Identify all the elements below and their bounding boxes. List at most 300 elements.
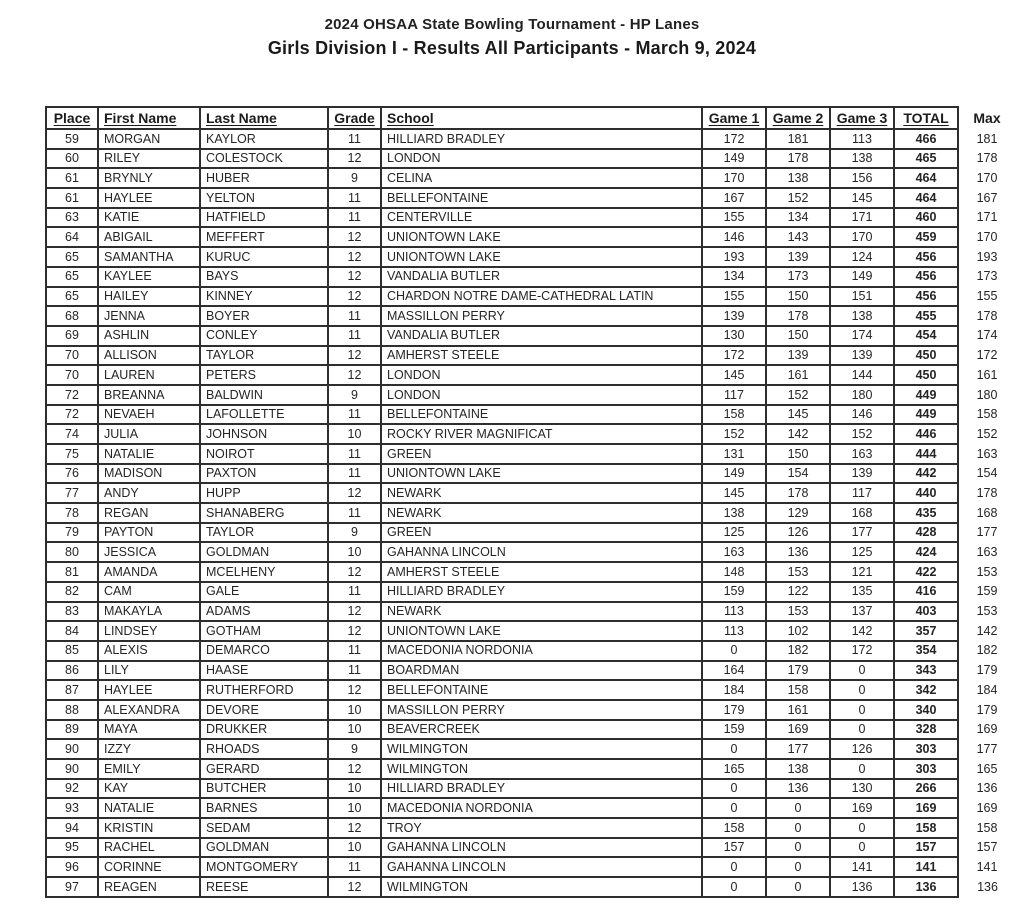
cell-game3: 171 (830, 208, 894, 228)
cell-game1: 0 (702, 877, 766, 897)
cell-school: MACEDONIA NORDONIA (381, 798, 702, 818)
table-row (46, 247, 1016, 267)
cell-game2: 102 (766, 621, 830, 641)
cell-game2: 138 (766, 759, 830, 779)
cell-game2: 153 (766, 562, 830, 582)
cell-first-name: JENNA (98, 306, 200, 326)
cell-game3: 169 (830, 798, 894, 818)
cell-first-name: HAYLEE (98, 188, 200, 208)
cell-grade: 9 (328, 385, 381, 405)
table-row (46, 464, 1016, 484)
cell-place: 83 (46, 602, 98, 622)
cell-place: 76 (46, 464, 98, 484)
cell-school: GAHANNA LINCOLN (381, 542, 702, 562)
cell-last-name: CONLEY (200, 326, 328, 346)
cell-game2: 0 (766, 838, 830, 858)
cell-school: GAHANNA LINCOLN (381, 838, 702, 858)
cell-game1: 179 (702, 700, 766, 720)
cell-last-name: REESE (200, 877, 328, 897)
table-row (46, 503, 1016, 523)
col-header-grade: Grade (328, 107, 381, 129)
cell-max: 181 (976, 131, 998, 146)
cell-game1: 152 (702, 424, 766, 444)
cell-grade: 9 (328, 739, 381, 759)
cell-last-name: LAFOLLETTE (200, 405, 328, 425)
table-row (46, 838, 1016, 858)
cell-game1: 131 (702, 444, 766, 464)
cell-place: 72 (46, 405, 98, 425)
cell-place: 68 (46, 306, 98, 326)
cell-school: NEWARK (381, 483, 702, 503)
cell-total: 169 (894, 798, 958, 818)
cell-game2: 142 (766, 424, 830, 444)
cell-grade: 12 (328, 759, 381, 779)
cell-place: 86 (46, 661, 98, 681)
cell-total: 455 (894, 306, 958, 326)
cell-game3: 135 (830, 582, 894, 602)
cell-grade: 11 (328, 405, 381, 425)
table-row (46, 700, 1016, 720)
cell-school: NEWARK (381, 503, 702, 523)
table-row (46, 523, 1016, 543)
cell-last-name: GOTHAM (200, 621, 328, 641)
cell-place: 79 (46, 523, 98, 543)
cell-school: BELLEFONTAINE (381, 680, 702, 700)
cell-game1: 184 (702, 680, 766, 700)
cell-game3: 142 (830, 621, 894, 641)
cell-place: 84 (46, 621, 98, 641)
cell-total: 456 (894, 247, 958, 267)
cell-total: 303 (894, 759, 958, 779)
table-row (46, 346, 1016, 366)
cell-total: 354 (894, 641, 958, 661)
cell-place: 94 (46, 818, 98, 838)
table-row (46, 385, 1016, 405)
cell-total: 466 (894, 129, 958, 149)
cell-game3: 170 (830, 227, 894, 247)
cell-last-name: NOIROT (200, 444, 328, 464)
cell-school: HILLIARD BRADLEY (381, 582, 702, 602)
table-row (46, 641, 1016, 661)
cell-place: 78 (46, 503, 98, 523)
cell-place: 93 (46, 798, 98, 818)
table-row (46, 227, 1016, 247)
cell-max: 179 (976, 663, 998, 678)
cell-first-name: EMILY (98, 759, 200, 779)
cell-first-name: RACHEL (98, 838, 200, 858)
cell-grade: 10 (328, 779, 381, 799)
table-row (46, 188, 1016, 208)
cell-last-name: HAASE (200, 661, 328, 681)
cell-place: 64 (46, 227, 98, 247)
cell-last-name: TAYLOR (200, 523, 328, 543)
table-row (46, 857, 1016, 877)
col-header-total: TOTAL (894, 107, 958, 129)
cell-max: 136 (977, 879, 998, 894)
cell-game3: 180 (830, 385, 894, 405)
cell-total: 456 (894, 267, 958, 287)
cell-school: GREEN (381, 444, 702, 464)
table-row (46, 287, 1016, 307)
cell-total: 357 (894, 621, 958, 641)
cell-last-name: SEDAM (200, 818, 328, 838)
cell-first-name: MAKAYLA (98, 602, 200, 622)
cell-max: 177 (976, 741, 998, 756)
cell-game1: 138 (702, 503, 766, 523)
cell-game3: 163 (830, 444, 894, 464)
cell-grade: 12 (328, 680, 381, 700)
header-row (46, 107, 1016, 129)
cell-last-name: KAYLOR (200, 129, 328, 149)
cell-place: 90 (46, 759, 98, 779)
cell-grade: 12 (328, 621, 381, 641)
cell-place: 96 (46, 857, 98, 877)
cell-game3: 146 (830, 405, 894, 425)
cell-total: 442 (894, 464, 958, 484)
cell-school: VANDALIA BUTLER (381, 326, 702, 346)
cell-game1: 0 (702, 857, 766, 877)
cell-game1: 172 (702, 129, 766, 149)
cell-game2: 150 (766, 287, 830, 307)
cell-total: 450 (894, 365, 958, 385)
cell-game3: 151 (830, 287, 894, 307)
cell-first-name: REAGEN (98, 877, 200, 897)
cell-max: 184 (976, 682, 998, 697)
document-subtitle: Girls Division I - Results All Participants - March 9, 2024 (267, 38, 757, 58)
cell-grade: 11 (328, 188, 381, 208)
table-row (46, 129, 1016, 149)
cell-grade: 10 (328, 424, 381, 444)
document-title: 2024 OHSAA State Bowling Tournament - HP Lanes (324, 16, 700, 33)
cell-first-name: MADISON (98, 464, 200, 484)
cell-first-name: KRISTIN (98, 818, 200, 838)
table-row (46, 877, 1016, 897)
cell-place: 70 (46, 346, 98, 366)
cell-last-name: GERARD (200, 759, 328, 779)
cell-game1: 0 (702, 798, 766, 818)
cell-game3: 141 (830, 857, 894, 877)
cell-game1: 157 (702, 838, 766, 858)
cell-max: 158 (976, 820, 998, 835)
cell-first-name: LAUREN (98, 365, 200, 385)
col-header-game3: Game 3 (830, 107, 894, 129)
cell-place: 69 (46, 326, 98, 346)
cell-first-name: ANDY (98, 483, 200, 503)
cell-first-name: JULIA (98, 424, 200, 444)
table-row (46, 483, 1016, 503)
cell-max: 163 (976, 446, 998, 461)
table-row (46, 759, 1016, 779)
cell-last-name: BALDWIN (200, 385, 328, 405)
table-row (46, 621, 1016, 641)
cell-total: 450 (894, 346, 958, 366)
cell-game2: 122 (766, 582, 830, 602)
cell-total: 422 (894, 562, 958, 582)
cell-school: AMHERST STEELE (381, 562, 702, 582)
cell-last-name: KURUC (200, 247, 328, 267)
cell-total: 403 (894, 602, 958, 622)
cell-school: HILLIARD BRADLEY (381, 129, 702, 149)
cell-first-name: IZZY (98, 739, 200, 759)
cell-first-name: ALLISON (98, 346, 200, 366)
cell-game1: 158 (702, 405, 766, 425)
cell-game2: 143 (766, 227, 830, 247)
cell-school: CENTERVILLE (381, 208, 702, 228)
cell-max: 152 (976, 426, 998, 441)
cell-game3: 126 (830, 739, 894, 759)
cell-max: 158 (976, 407, 998, 422)
cell-max: 153 (976, 564, 998, 579)
cell-grade: 10 (328, 838, 381, 858)
cell-game3: 138 (830, 306, 894, 326)
cell-game2: 161 (766, 700, 830, 720)
table-row (46, 168, 1016, 188)
cell-game1: 145 (702, 483, 766, 503)
cell-first-name: JESSICA (98, 542, 200, 562)
cell-school: LONDON (381, 365, 702, 385)
cell-last-name: MCELHENY (200, 562, 328, 582)
table-row (46, 562, 1016, 582)
cell-last-name: HUPP (200, 483, 328, 503)
cell-place: 90 (46, 739, 98, 759)
cell-last-name: HATFIELD (200, 208, 328, 228)
cell-school: MASSILLON PERRY (381, 700, 702, 720)
cell-place: 82 (46, 582, 98, 602)
col-header-game1: Game 1 (702, 107, 766, 129)
cell-game2: 158 (766, 680, 830, 700)
cell-game3: 149 (830, 267, 894, 287)
cell-max: 193 (976, 249, 998, 264)
cell-last-name: DRUKKER (200, 720, 328, 740)
cell-last-name: MEFFERT (200, 227, 328, 247)
cell-grade: 12 (328, 483, 381, 503)
cell-school: BEAVERCREEK (381, 720, 702, 740)
cell-last-name: BOYER (200, 306, 328, 326)
cell-game3: 152 (830, 424, 894, 444)
cell-max: 170 (976, 230, 998, 245)
cell-game1: 149 (702, 464, 766, 484)
cell-total: 343 (894, 661, 958, 681)
col-header-max: Max (973, 110, 1001, 126)
cell-school: LONDON (381, 385, 702, 405)
table-row (46, 602, 1016, 622)
cell-total: 136 (894, 877, 958, 897)
cell-game2: 178 (766, 483, 830, 503)
cell-school: MASSILLON PERRY (381, 306, 702, 326)
cell-grade: 12 (328, 877, 381, 897)
cell-last-name: RUTHERFORD (200, 680, 328, 700)
cell-game2: 169 (766, 720, 830, 740)
cell-place: 63 (46, 208, 98, 228)
cell-game2: 0 (766, 798, 830, 818)
table-row (46, 661, 1016, 681)
cell-game3: 0 (830, 818, 894, 838)
table-row (46, 542, 1016, 562)
cell-grade: 12 (328, 247, 381, 267)
cell-school: WILMINGTON (381, 759, 702, 779)
cell-place: 70 (46, 365, 98, 385)
cell-grade: 9 (328, 168, 381, 188)
cell-first-name: ASHLIN (98, 326, 200, 346)
cell-game1: 134 (702, 267, 766, 287)
cell-last-name: BAYS (200, 267, 328, 287)
cell-max: 169 (976, 722, 998, 737)
cell-first-name: MAYA (98, 720, 200, 740)
cell-last-name: KINNEY (200, 287, 328, 307)
cell-grade: 11 (328, 582, 381, 602)
cell-max: 170 (976, 170, 998, 185)
cell-place: 65 (46, 247, 98, 267)
cell-game3: 174 (830, 326, 894, 346)
cell-place: 85 (46, 641, 98, 661)
cell-total: 456 (894, 287, 958, 307)
cell-game3: 177 (830, 523, 894, 543)
cell-grade: 11 (328, 444, 381, 464)
table-row (46, 326, 1016, 346)
cell-total: 158 (894, 818, 958, 838)
cell-game1: 167 (702, 188, 766, 208)
cell-game3: 113 (830, 129, 894, 149)
results-table-body (46, 129, 1016, 897)
cell-max: 167 (976, 190, 998, 205)
cell-place: 97 (46, 877, 98, 897)
cell-last-name: DEMARCO (200, 641, 328, 661)
cell-max: 154 (976, 466, 998, 481)
cell-total: 342 (894, 680, 958, 700)
table-row (46, 720, 1016, 740)
cell-game2: 177 (766, 739, 830, 759)
cell-last-name: TAYLOR (200, 346, 328, 366)
cell-game3: 0 (830, 680, 894, 700)
cell-last-name: YELTON (200, 188, 328, 208)
cell-game1: 117 (702, 385, 766, 405)
cell-max: 161 (976, 367, 998, 382)
cell-game3: 124 (830, 247, 894, 267)
cell-game3: 136 (830, 877, 894, 897)
cell-last-name: DEVORE (200, 700, 328, 720)
cell-last-name: ADAMS (200, 602, 328, 622)
table-row (46, 405, 1016, 425)
cell-first-name: NATALIE (98, 444, 200, 464)
cell-first-name: NATALIE (98, 798, 200, 818)
cell-total: 141 (894, 857, 958, 877)
cell-place: 74 (46, 424, 98, 444)
cell-game1: 155 (702, 287, 766, 307)
cell-school: WILMINGTON (381, 739, 702, 759)
cell-total: 446 (894, 424, 958, 444)
cell-game3: 0 (830, 700, 894, 720)
cell-game2: 178 (766, 306, 830, 326)
cell-total: 328 (894, 720, 958, 740)
cell-total: 465 (894, 149, 958, 169)
cell-game1: 113 (702, 621, 766, 641)
cell-school: AMHERST STEELE (381, 346, 702, 366)
cell-game2: 0 (766, 818, 830, 838)
cell-last-name: PETERS (200, 365, 328, 385)
cell-game2: 136 (766, 542, 830, 562)
cell-game1: 170 (702, 168, 766, 188)
cell-game3: 121 (830, 562, 894, 582)
cell-game3: 0 (830, 720, 894, 740)
cell-first-name: BRYNLY (98, 168, 200, 188)
cell-total: 428 (894, 523, 958, 543)
cell-first-name: KAY (98, 779, 200, 799)
cell-school: UNIONTOWN LAKE (381, 227, 702, 247)
cell-game1: 159 (702, 720, 766, 740)
table-row (46, 365, 1016, 385)
cell-game1: 0 (702, 641, 766, 661)
cell-game1: 146 (702, 227, 766, 247)
cell-first-name: RILEY (98, 149, 200, 169)
cell-grade: 12 (328, 365, 381, 385)
cell-game2: 154 (766, 464, 830, 484)
table-row (46, 267, 1016, 287)
cell-max: 159 (976, 584, 998, 599)
cell-first-name: PAYTON (98, 523, 200, 543)
cell-game2: 178 (766, 149, 830, 169)
cell-last-name: PAXTON (200, 464, 328, 484)
cell-game2: 173 (766, 267, 830, 287)
cell-game3: 145 (830, 188, 894, 208)
cell-first-name: CAM (98, 582, 200, 602)
cell-grade: 12 (328, 227, 381, 247)
cell-last-name: MONTGOMERY (200, 857, 328, 877)
cell-max: 163 (976, 545, 998, 560)
cell-grade: 12 (328, 818, 381, 838)
cell-grade: 11 (328, 464, 381, 484)
cell-total: 459 (894, 227, 958, 247)
col-header-school: School (381, 107, 702, 129)
cell-school: BELLEFONTAINE (381, 405, 702, 425)
cell-game1: 113 (702, 602, 766, 622)
cell-first-name: HAYLEE (98, 680, 200, 700)
table-row (46, 424, 1016, 444)
cell-game2: 161 (766, 365, 830, 385)
cell-place: 77 (46, 483, 98, 503)
cell-game3: 139 (830, 346, 894, 366)
cell-first-name: KAYLEE (98, 267, 200, 287)
cell-game3: 172 (830, 641, 894, 661)
table-row (46, 779, 1016, 799)
cell-max: 155 (976, 289, 998, 304)
col-header-first-name: First Name (98, 107, 200, 129)
cell-game1: 159 (702, 582, 766, 602)
cell-game2: 0 (766, 857, 830, 877)
cell-grade: 12 (328, 267, 381, 287)
cell-first-name: HAILEY (98, 287, 200, 307)
cell-total: 449 (894, 405, 958, 425)
cell-game2: 150 (766, 444, 830, 464)
col-header-last-name: Last Name (200, 107, 328, 129)
cell-game2: 139 (766, 346, 830, 366)
cell-total: 340 (894, 700, 958, 720)
cell-game2: 139 (766, 247, 830, 267)
cell-total: 464 (894, 188, 958, 208)
cell-school: GAHANNA LINCOLN (381, 857, 702, 877)
cell-max: 180 (976, 387, 998, 402)
cell-place: 65 (46, 287, 98, 307)
cell-game2: 181 (766, 129, 830, 149)
cell-school: TROY (381, 818, 702, 838)
cell-last-name: JOHNSON (200, 424, 328, 444)
cell-max: 173 (976, 269, 998, 284)
cell-game3: 144 (830, 365, 894, 385)
cell-place: 89 (46, 720, 98, 740)
cell-max: 168 (976, 505, 998, 520)
cell-first-name: AMANDA (98, 562, 200, 582)
cell-game2: 179 (766, 661, 830, 681)
cell-game2: 129 (766, 503, 830, 523)
